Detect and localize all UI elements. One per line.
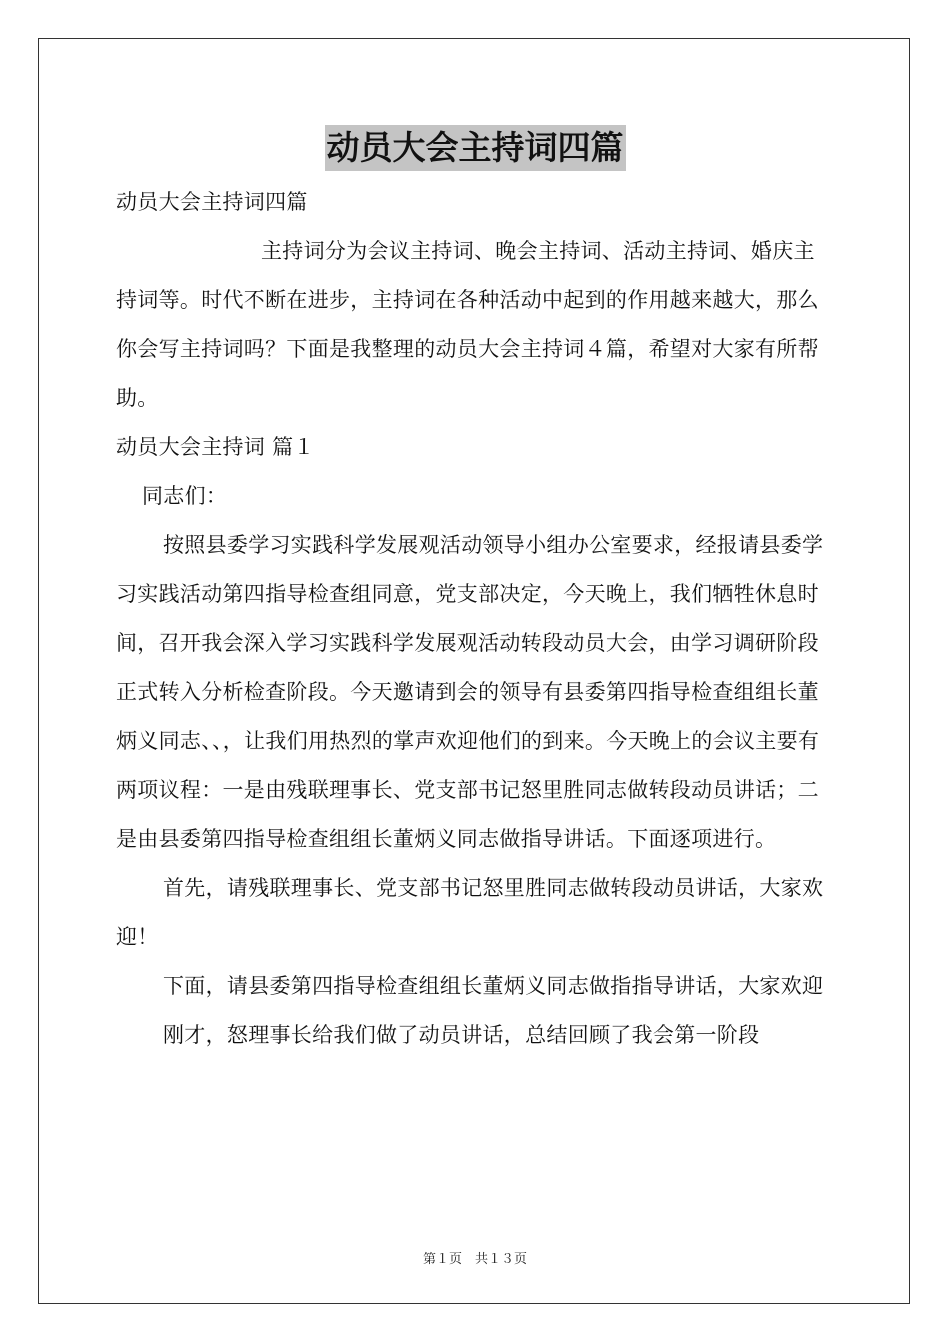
document-subtitle: 动员大会主持词四篇 — [116, 190, 308, 214]
body-paragraph: 按照县委学习实践科学发展观活动领导小组办公室要求，经报请县委学习实践活动第四指导检查组同意，党支部决定，今天晚上，我们牺牲休息时间，召开我会深入学习实践科学发展观活动转段动员大会，由学习调研阶段正式转入分析检查阶段。今天邀请到会的领导有县委第四指导检查组组长董炳义同志、、，让我们用热烈的掌声欢迎他们的到来。今天晚上的会议主要有两项议程：一是由残联理事长、党支部书记怒里胜同志做转段动员讲话；二是由县委第四指导检查组组长董炳义同志做指导讲话。下面逐项进行。 — [116, 533, 824, 851]
body-paragraph: 下面，请县委第四指导检查组组长董炳义同志做指指导讲话，大家欢迎 — [163, 974, 824, 998]
body-paragraph: 刚才，怒理事长给我们做了动员讲话，总结回顾了我会第一阶段 — [163, 1023, 760, 1047]
document-body — [116, 178, 834, 1060]
greeting: 同志们： — [142, 484, 228, 508]
title-wrap — [0, 125, 950, 171]
body-paragraph: 首先，请残联理事长、党支部书记怒里胜同志做转段动员讲话，大家欢迎！ — [116, 876, 824, 949]
page-number: 第１页 共１３页 — [422, 1252, 527, 1267]
intro-paragraph: 主持词分为会议主持词、晚会主持词、活动主持词、婚庆主持词等。时代不断在进步，主持词在各种活动中起到的作用越来越大，那么你会写主持词吗？下面是我整理的动员大会主持词４篇，希望对大家有所帮助。 — [116, 239, 819, 410]
section-heading: 动员大会主持词 篇１ — [116, 435, 315, 459]
document-title: 动员大会主持词四篇 — [325, 125, 626, 171]
page-footer — [0, 1248, 950, 1267]
